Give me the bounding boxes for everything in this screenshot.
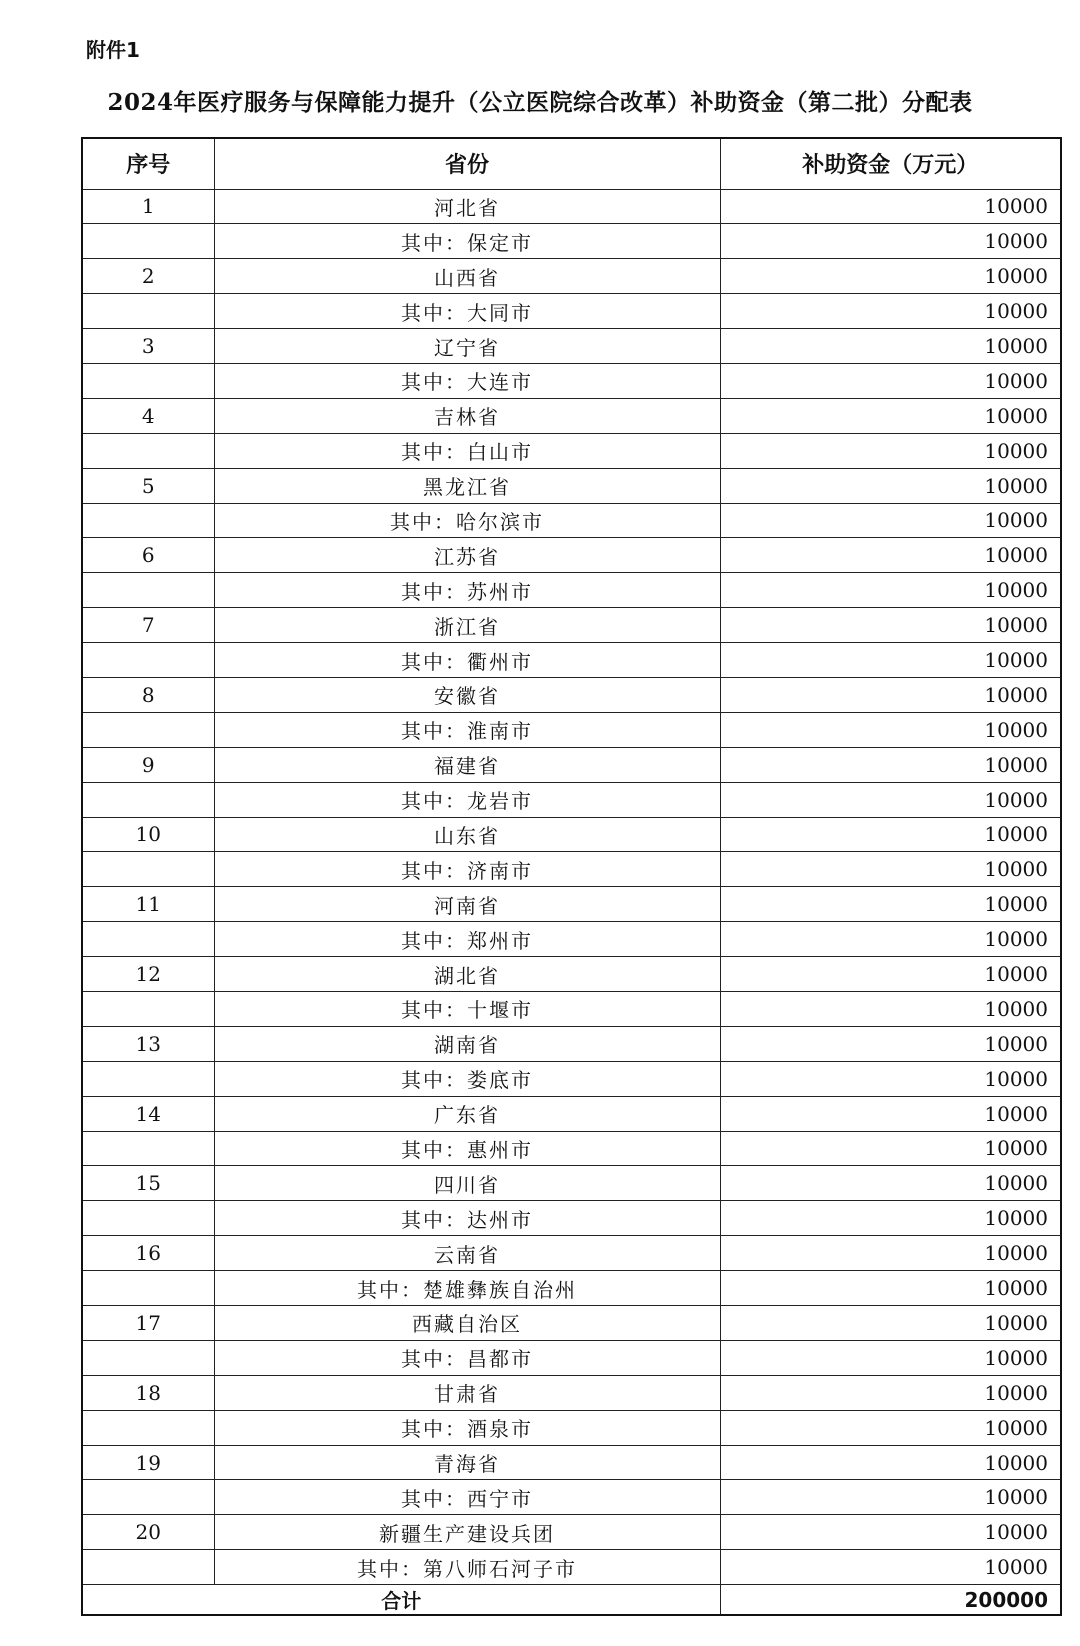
row-amount: 10000	[720, 1131, 1061, 1166]
row-amount: 10000	[720, 817, 1061, 852]
row-amount: 10000	[720, 1445, 1061, 1480]
row-amount: 10000	[720, 747, 1061, 782]
row-name: 甘肃省	[214, 1375, 720, 1410]
row-seq	[82, 1201, 214, 1236]
row-amount: 10000	[720, 1480, 1061, 1515]
row-name: 福建省	[214, 747, 720, 782]
row-seq	[82, 294, 214, 329]
row-name: 其中：昌都市	[214, 1340, 720, 1375]
row-amount: 10000	[720, 573, 1061, 608]
table-row	[82, 677, 1061, 712]
header-seq: 序号	[82, 138, 214, 189]
row-amount: 10000	[720, 1375, 1061, 1410]
row-name: 云南省	[214, 1236, 720, 1271]
table-row	[82, 852, 1061, 887]
row-amount: 10000	[720, 782, 1061, 817]
row-name: 其中：娄底市	[214, 1061, 720, 1096]
total-label: 合计	[82, 1585, 720, 1616]
row-seq: 4	[82, 398, 214, 433]
row-amount: 10000	[720, 224, 1061, 259]
row-seq	[82, 363, 214, 398]
table-row	[82, 1480, 1061, 1515]
row-name: 广东省	[214, 1096, 720, 1131]
row-amount: 10000	[720, 468, 1061, 503]
table-row	[82, 1340, 1061, 1375]
table-row	[82, 1201, 1061, 1236]
row-name: 江苏省	[214, 538, 720, 573]
row-name: 其中：酒泉市	[214, 1410, 720, 1445]
row-name: 其中：白山市	[214, 433, 720, 468]
row-amount: 10000	[720, 538, 1061, 573]
row-name: 其中：济南市	[214, 852, 720, 887]
row-name: 其中：龙岩市	[214, 782, 720, 817]
row-amount: 10000	[720, 1271, 1061, 1306]
table-row	[82, 1166, 1061, 1201]
row-seq	[82, 433, 214, 468]
row-name: 其中：淮南市	[214, 712, 720, 747]
row-amount: 10000	[720, 398, 1061, 433]
row-seq: 12	[82, 957, 214, 992]
row-amount: 10000	[720, 957, 1061, 992]
header-amount: 补助资金（万元）	[720, 138, 1061, 189]
table-row	[82, 922, 1061, 957]
row-seq	[82, 782, 214, 817]
row-seq	[82, 712, 214, 747]
row-amount: 10000	[720, 1515, 1061, 1550]
table-row	[82, 468, 1061, 503]
row-amount: 10000	[720, 294, 1061, 329]
row-amount: 10000	[720, 1550, 1061, 1585]
row-seq: 10	[82, 817, 214, 852]
table-row	[82, 1515, 1061, 1550]
row-seq: 19	[82, 1445, 214, 1480]
row-name: 湖南省	[214, 1026, 720, 1061]
row-amount: 10000	[720, 1096, 1061, 1131]
total-amount: 200000	[720, 1585, 1061, 1616]
row-amount: 10000	[720, 503, 1061, 538]
row-amount: 10000	[720, 433, 1061, 468]
table-row	[82, 1306, 1061, 1341]
row-name: 其中：十堰市	[214, 991, 720, 1026]
row-seq	[82, 224, 214, 259]
row-seq: 15	[82, 1166, 214, 1201]
table-row	[82, 224, 1061, 259]
row-seq: 7	[82, 608, 214, 643]
row-amount: 10000	[720, 852, 1061, 887]
table-row	[82, 991, 1061, 1026]
row-amount: 10000	[720, 677, 1061, 712]
row-seq	[82, 991, 214, 1026]
row-amount: 10000	[720, 1410, 1061, 1445]
row-amount: 10000	[720, 922, 1061, 957]
table-header-row	[82, 138, 1061, 189]
row-seq: 9	[82, 747, 214, 782]
table-row	[82, 1236, 1061, 1271]
row-amount: 10000	[720, 259, 1061, 294]
table-row	[82, 503, 1061, 538]
row-seq: 13	[82, 1026, 214, 1061]
row-name: 河南省	[214, 887, 720, 922]
row-amount: 10000	[720, 363, 1061, 398]
row-seq	[82, 1271, 214, 1306]
table-row	[82, 608, 1061, 643]
row-seq	[82, 1061, 214, 1096]
attachment-label: 附件1	[86, 38, 140, 62]
row-name: 其中：惠州市	[214, 1131, 720, 1166]
row-name: 新疆生产建设兵团	[214, 1515, 720, 1550]
row-name: 山西省	[214, 259, 720, 294]
row-amount: 10000	[720, 1306, 1061, 1341]
row-seq	[82, 643, 214, 678]
row-name: 其中：西宁市	[214, 1480, 720, 1515]
table-row	[82, 573, 1061, 608]
row-name: 浙江省	[214, 608, 720, 643]
row-name: 吉林省	[214, 398, 720, 433]
row-name: 山东省	[214, 817, 720, 852]
row-name: 其中：保定市	[214, 224, 720, 259]
table-row	[82, 817, 1061, 852]
table-row	[82, 398, 1061, 433]
row-seq: 1	[82, 189, 214, 224]
table-row	[82, 747, 1061, 782]
row-seq	[82, 922, 214, 957]
row-amount: 10000	[720, 189, 1061, 224]
allocation-table	[81, 137, 1062, 1616]
table-row	[82, 1131, 1061, 1166]
row-seq: 20	[82, 1515, 214, 1550]
row-seq: 18	[82, 1375, 214, 1410]
table-row	[82, 259, 1061, 294]
row-seq	[82, 1340, 214, 1375]
row-name: 安徽省	[214, 677, 720, 712]
table-row	[82, 1096, 1061, 1131]
row-name: 河北省	[214, 189, 720, 224]
row-name: 黑龙江省	[214, 468, 720, 503]
row-name: 其中：哈尔滨市	[214, 503, 720, 538]
row-seq: 8	[82, 677, 214, 712]
document-title: 2024年医疗服务与保障能力提升（公立医院综合改革）补助资金（第二批）分配表	[107, 89, 973, 116]
table-row	[82, 329, 1061, 364]
row-seq: 11	[82, 887, 214, 922]
row-seq	[82, 852, 214, 887]
table-row	[82, 1550, 1061, 1585]
row-name: 湖北省	[214, 957, 720, 992]
table-row	[82, 957, 1061, 992]
row-seq: 2	[82, 259, 214, 294]
row-seq: 6	[82, 538, 214, 573]
table-row	[82, 712, 1061, 747]
row-name: 青海省	[214, 1445, 720, 1480]
row-name: 其中：衢州市	[214, 643, 720, 678]
row-seq: 14	[82, 1096, 214, 1131]
row-name: 其中：郑州市	[214, 922, 720, 957]
row-seq	[82, 1480, 214, 1515]
row-name: 其中：楚雄彝族自治州	[214, 1271, 720, 1306]
row-amount: 10000	[720, 643, 1061, 678]
table-row	[82, 538, 1061, 573]
row-seq	[82, 503, 214, 538]
row-amount: 10000	[720, 991, 1061, 1026]
row-seq: 3	[82, 329, 214, 364]
row-name: 其中：达州市	[214, 1201, 720, 1236]
row-amount: 10000	[720, 1061, 1061, 1096]
row-name: 辽宁省	[214, 329, 720, 364]
total-row	[82, 1585, 1061, 1616]
row-amount: 10000	[720, 1026, 1061, 1061]
table-row	[82, 643, 1061, 678]
row-seq: 16	[82, 1236, 214, 1271]
table-row	[82, 1410, 1061, 1445]
row-amount: 10000	[720, 712, 1061, 747]
row-seq	[82, 1131, 214, 1166]
table-row	[82, 1061, 1061, 1096]
table-body	[82, 189, 1061, 1585]
header-province: 省份	[214, 138, 720, 189]
row-amount: 10000	[720, 329, 1061, 364]
table-row	[82, 1375, 1061, 1410]
row-amount: 10000	[720, 887, 1061, 922]
row-seq: 17	[82, 1306, 214, 1341]
table-row	[82, 1445, 1061, 1480]
table-row	[82, 433, 1061, 468]
row-name: 四川省	[214, 1166, 720, 1201]
row-seq: 5	[82, 468, 214, 503]
table-row	[82, 363, 1061, 398]
row-amount: 10000	[720, 1201, 1061, 1236]
row-amount: 10000	[720, 608, 1061, 643]
table-row	[82, 887, 1061, 922]
table-row	[82, 1026, 1061, 1061]
row-amount: 10000	[720, 1236, 1061, 1271]
row-name: 其中：苏州市	[214, 573, 720, 608]
row-name: 西藏自治区	[214, 1306, 720, 1341]
row-name: 其中：大连市	[214, 363, 720, 398]
table-row	[82, 294, 1061, 329]
row-seq	[82, 1550, 214, 1585]
row-amount: 10000	[720, 1166, 1061, 1201]
row-name: 其中：第八师石河子市	[214, 1550, 720, 1585]
table-row	[82, 782, 1061, 817]
row-seq	[82, 1410, 214, 1445]
row-amount: 10000	[720, 1340, 1061, 1375]
row-name: 其中：大同市	[214, 294, 720, 329]
table-row	[82, 189, 1061, 224]
row-seq	[82, 573, 214, 608]
table-row	[82, 1271, 1061, 1306]
